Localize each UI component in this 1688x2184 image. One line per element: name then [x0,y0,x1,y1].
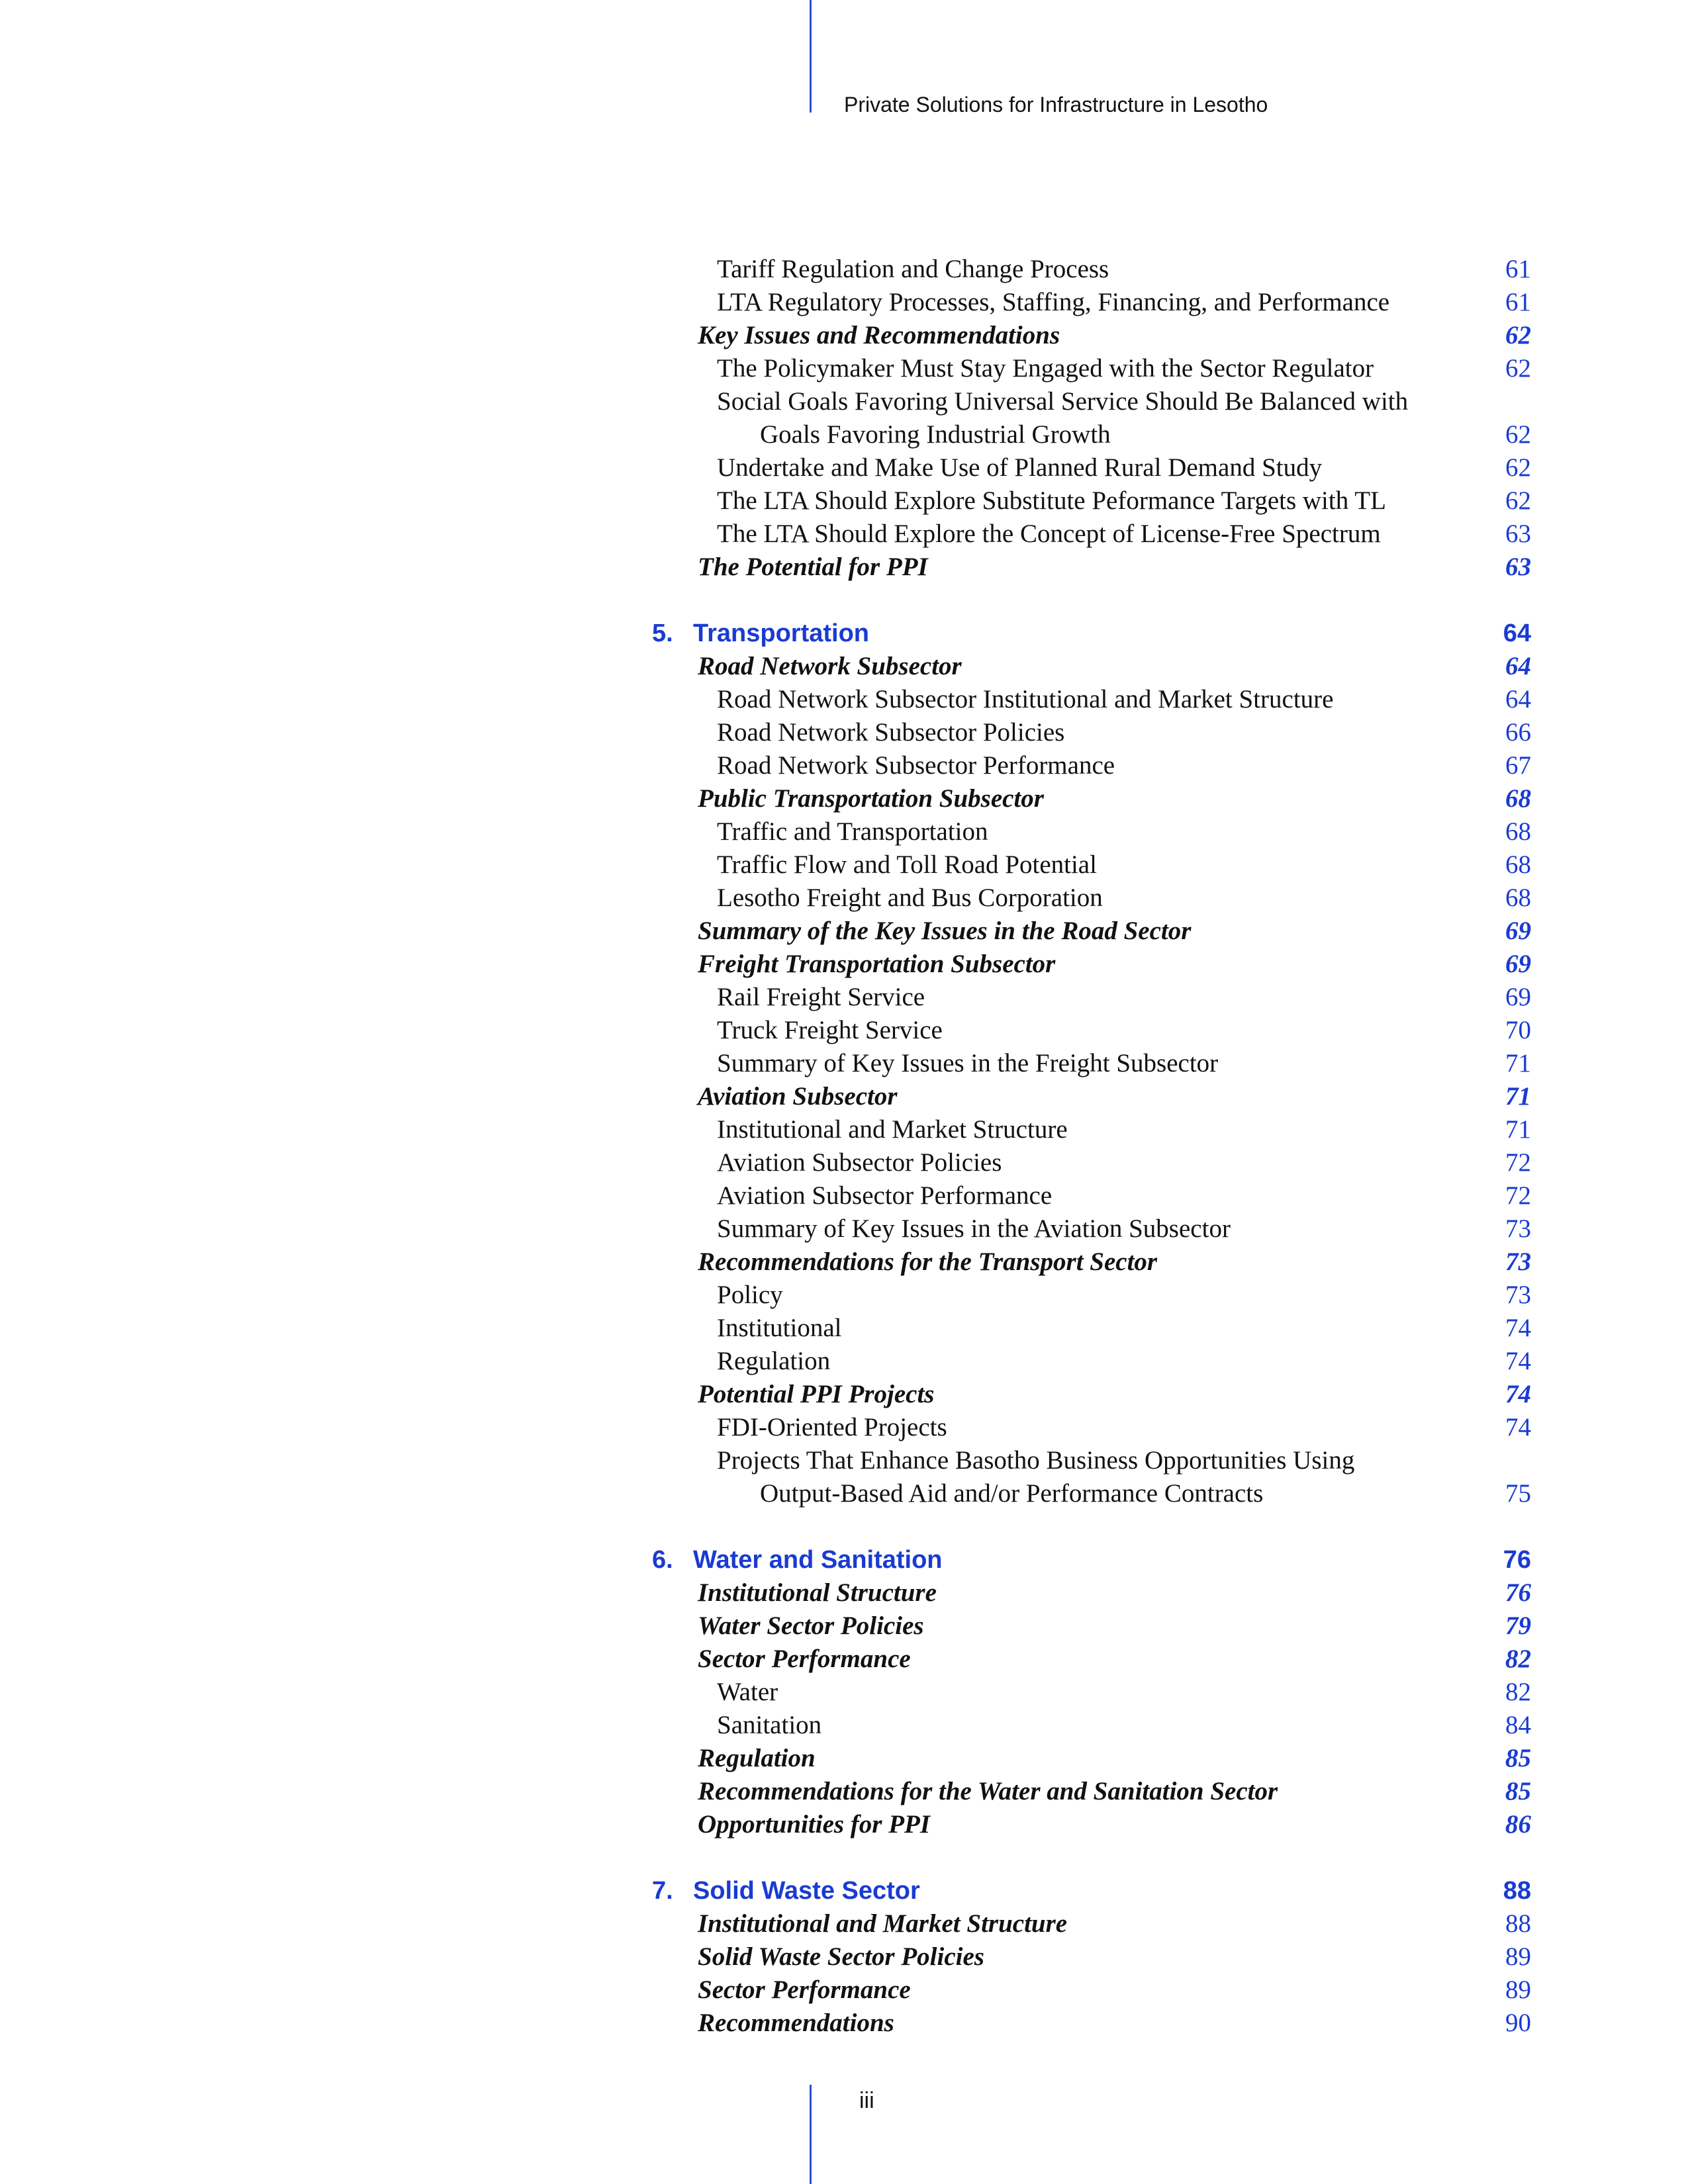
toc-entry[interactable] [0,749,1688,782]
toc-section[interactable] [0,948,1688,981]
toc-entry[interactable] [0,518,1688,551]
toc-page-number: 74 [1505,1347,1531,1375]
toc-page-number: 67 [1505,751,1531,780]
toc-page-number: 76 [1505,1578,1531,1607]
toc-entry[interactable] [0,882,1688,915]
toc-section-title: Summary of the Key Issues in the Road Sector [698,917,1192,945]
chapter-title: Transportation [693,619,870,647]
toc-entry[interactable] [0,716,1688,749]
toc-section-title: The Potential for PPI [698,553,928,581]
toc-entry-title: Rail Freight Service [717,983,925,1011]
toc-page-number: 90 [1505,2009,1531,2037]
toc-page-number: 82 [1505,1645,1531,1673]
toc-section[interactable] [0,1808,1688,1841]
toc-section-title: Recommendations [698,2009,894,2037]
toc-page-number: 72 [1505,1148,1531,1177]
toc-entry[interactable] [0,451,1688,484]
toc-entry[interactable] [0,848,1688,882]
toc-section[interactable] [0,650,1688,683]
toc-section-title: Key Issues and Recommendations [698,321,1060,349]
toc-entry-title: The LTA Should Explore the Concept of License-Free Spectrum [717,520,1381,548]
toc-entry-title: Traffic and Transportation [717,817,988,846]
chapter-title: Solid Waste Sector [693,1877,920,1905]
toc-entry[interactable] [0,1444,1688,1477]
toc-section[interactable] [0,1610,1688,1643]
toc-page-number: 71 [1505,1082,1531,1111]
toc-section[interactable] [0,1080,1688,1113]
toc-section-title: Aviation Subsector [698,1082,898,1111]
toc-page-number: 86 [1505,1810,1531,1839]
chapter-title: Water and Sanitation [693,1546,943,1574]
toc-page-number: 72 [1505,1181,1531,1210]
toc-page-number: 66 [1505,718,1531,747]
toc-section[interactable] [0,1246,1688,1279]
toc-entry[interactable] [0,1212,1688,1246]
toc-page-number: 61 [1505,255,1531,283]
chapter-number: 5. [652,619,673,647]
running-header: Private Solutions for Infrastructure in Lesotho [844,93,1268,116]
toc-entry[interactable] [0,385,1688,418]
toc-entry[interactable] [0,815,1688,848]
toc-entry-title: Policy [717,1281,783,1309]
toc-section-title: Water Sector Policies [698,1612,924,1640]
toc-entry[interactable] [0,352,1688,385]
toc-section[interactable] [0,1378,1688,1411]
toc-page-number: 88 [1505,1909,1531,1938]
toc-section[interactable] [0,1576,1688,1610]
toc-page-number: 74 [1505,1380,1531,1408]
toc-chapter[interactable] [0,617,1688,650]
toc-entry-title: Regulation [717,1347,831,1375]
toc-page-number: 62 [1505,453,1531,482]
toc-entry-title: Road Network Subsector Institutional and Market Structure [717,685,1334,713]
toc-page-number: 84 [1505,1711,1531,1739]
chapter-number: 7. [652,1877,673,1905]
toc-section[interactable] [0,551,1688,584]
toc-page-number: 69 [1505,950,1531,978]
footer-rule [810,2085,812,2184]
toc-section[interactable] [0,915,1688,948]
toc-chapter[interactable] [0,1874,1688,1907]
toc-page-number: 64 [1505,652,1531,680]
toc-entry-title: Sanitation [717,1711,822,1739]
toc-page-number: 69 [1505,983,1531,1011]
toc-page-number: 85 [1505,1777,1531,1805]
toc-entry[interactable] [0,1709,1688,1742]
toc-page-number: 64 [1505,685,1531,713]
toc-entry[interactable] [0,683,1688,716]
toc-entry-title: Undertake and Make Use of Planned Rural Demand Study [717,453,1323,482]
toc-page-number: 74 [1505,1413,1531,1441]
toc-entry-title: The Policymaker Must Stay Engaged with the Sector Regulator [717,354,1374,383]
toc-page-number: 82 [1505,1678,1531,1706]
toc-entry[interactable] [0,253,1688,286]
toc-page-number: 70 [1505,1016,1531,1044]
toc-chapter[interactable] [0,1543,1688,1576]
toc-entry-title: Goals Favoring Industrial Growth [760,420,1111,449]
toc-page-number: 79 [1505,1612,1531,1640]
toc-section[interactable] [0,1940,1688,1974]
toc-page-number: 89 [1505,1976,1531,2004]
toc-entry-title: Institutional [717,1314,842,1342]
toc-section[interactable] [0,1643,1688,1676]
toc-section[interactable] [0,1775,1688,1808]
toc-page-number: 62 [1505,420,1531,449]
toc-entry-title: Tariff Regulation and Change Process [717,255,1109,283]
toc-page-number: 68 [1505,784,1531,813]
toc-entry-title: Truck Freight Service [717,1016,943,1044]
toc-entry[interactable] [0,286,1688,319]
toc-entry[interactable] [0,1411,1688,1444]
toc-section[interactable] [0,782,1688,815]
toc-page-number: 61 [1505,288,1531,316]
toc-entry[interactable] [0,1014,1688,1047]
toc-entry-title: Summary of Key Issues in the Aviation Subsector [717,1214,1231,1243]
toc-section-title: Solid Waste Sector Policies [698,1942,984,1971]
toc-entry-title: FDI-Oriented Projects [717,1413,947,1441]
toc-section-title: Recommendations for the Water and Sanitation Sector [698,1777,1278,1805]
toc-entry-title: Aviation Subsector Performance [717,1181,1053,1210]
chapter-number: 6. [652,1546,673,1574]
toc-section-title: Institutional and Market Structure [698,1909,1068,1938]
toc-section[interactable] [0,2007,1688,2040]
toc-entry-title: Social Goals Favoring Universal Service Should Be Balanced with [717,387,1409,416]
toc-page-number: 85 [1505,1744,1531,1772]
toc-page-number: 68 [1505,817,1531,846]
toc-entry-continuation[interactable] [0,1477,1688,1510]
toc-page-number: 71 [1505,1115,1531,1144]
toc-page-number: 73 [1505,1281,1531,1309]
toc-section[interactable] [0,1742,1688,1775]
toc-section-title: Potential PPI Projects [698,1380,935,1408]
toc-entry-title: LTA Regulatory Processes, Staffing, Financing, and Performance [717,288,1390,316]
toc-page-number: 88 [1503,1877,1531,1905]
toc-page-number: 63 [1505,553,1531,581]
toc-section-title: Sector Performance [698,1645,911,1673]
toc-entry[interactable] [0,1047,1688,1080]
toc-entry-title: Lesotho Freight and Bus Corporation [717,884,1103,912]
toc-entry[interactable] [0,1146,1688,1179]
toc-section-title: Road Network Subsector [698,652,962,680]
toc-page-number: 76 [1503,1546,1531,1574]
toc-page-number: 89 [1505,1942,1531,1971]
toc-section-title: Recommendations for the Transport Sector [698,1248,1158,1276]
toc-entry[interactable] [0,1676,1688,1709]
toc-page-number: 68 [1505,850,1531,879]
toc-section[interactable] [0,319,1688,352]
toc-page-number: 62 [1505,486,1531,515]
toc-entry-title: Traffic Flow and Toll Road Potential [717,850,1097,879]
toc-page-number: 74 [1505,1314,1531,1342]
toc-entry[interactable] [0,1279,1688,1312]
toc-entry[interactable] [0,484,1688,518]
page-number: iii [859,2088,874,2113]
toc-page-number: 62 [1505,354,1531,383]
toc-page-number: 62 [1505,321,1531,349]
toc-page-number: 73 [1505,1214,1531,1243]
toc-entry-title: Aviation Subsector Policies [717,1148,1002,1177]
toc-section[interactable] [0,1974,1688,2007]
toc-entry[interactable] [0,1345,1688,1378]
toc-entry-title: Output-Based Aid and/or Performance Contracts [760,1479,1264,1508]
toc-page-number: 69 [1505,917,1531,945]
toc-section[interactable] [0,1907,1688,1940]
toc-entry[interactable] [0,1312,1688,1345]
toc-entry-continuation[interactable] [0,418,1688,451]
toc-entry-title: Projects That Enhance Basotho Business Opportunities Using [717,1446,1355,1475]
toc-page-number: 75 [1505,1479,1531,1508]
toc-page-number: 71 [1505,1049,1531,1077]
toc-entry-title: Institutional and Market Structure [717,1115,1068,1144]
toc-page-number: 63 [1505,520,1531,548]
toc-section-title: Freight Transportation Subsector [698,950,1056,978]
toc-page-number: 64 [1503,619,1531,647]
toc-entry-title: Road Network Subsector Performance [717,751,1115,780]
toc-entry[interactable] [0,1179,1688,1212]
toc-entry-title: The LTA Should Explore Substitute Peformance Targets with TL [717,486,1386,515]
toc-entry[interactable] [0,1113,1688,1146]
toc-section-title: Sector Performance [698,1976,911,2004]
toc-section-title: Opportunities for PPI [698,1810,931,1839]
toc-entry-title: Road Network Subsector Policies [717,718,1065,747]
toc-section-title: Regulation [698,1744,816,1772]
toc-page-number: 68 [1505,884,1531,912]
toc-entry-title: Water [717,1678,778,1706]
toc-section-title: Public Transportation Subsector [698,784,1044,813]
toc-entry[interactable] [0,981,1688,1014]
toc-entry-title: Summary of Key Issues in the Freight Subsector [717,1049,1219,1077]
toc-section-title: Institutional Structure [698,1578,937,1607]
toc-page-number: 73 [1505,1248,1531,1276]
